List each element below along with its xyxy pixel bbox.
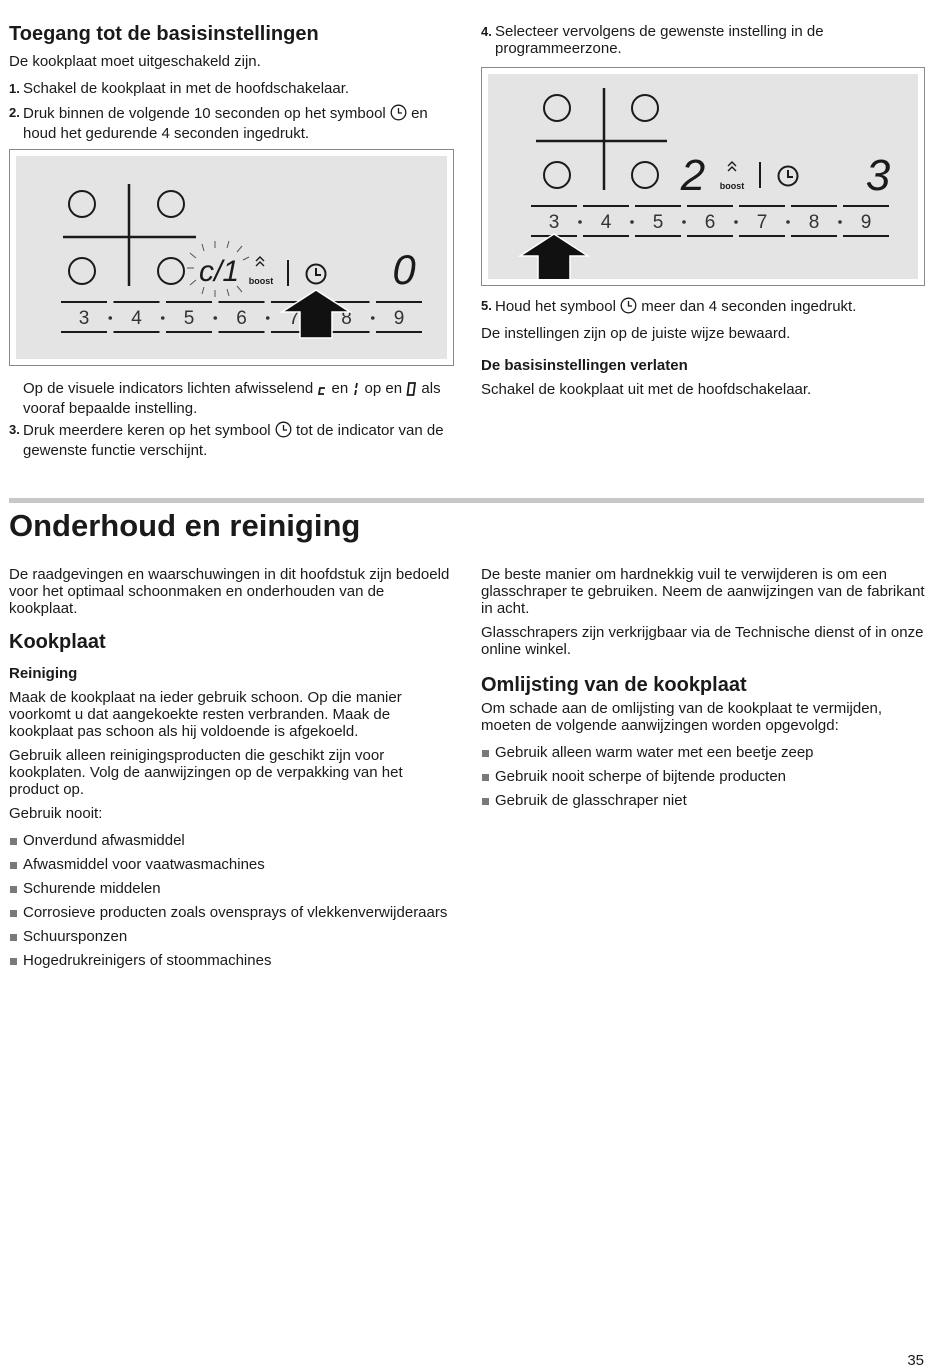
step-text-after: meer dan 4 seconden ingedrukt. <box>637 298 857 315</box>
clock-icon <box>779 167 798 186</box>
step-number: 5. <box>481 298 492 313</box>
indicator-text-part: Op de visuele indicators lichten afwisselend <box>23 380 318 397</box>
scale-dot <box>213 316 217 320</box>
scale-label: 8 <box>808 212 820 233</box>
list-item: Gebruik alleen warm water met een beetje zeep <box>481 744 926 761</box>
zone-indicator-icon <box>544 95 570 121</box>
scale-dot <box>630 220 634 224</box>
clock-icon <box>275 421 292 442</box>
arrow-up-icon <box>520 234 588 279</box>
power-scale <box>531 206 889 236</box>
segment-0-icon <box>406 382 417 400</box>
chapter-title: Onderhoud en reiniging <box>9 508 361 543</box>
chapter-heading <box>9 508 609 544</box>
scale-dot <box>734 220 738 224</box>
step-number: 3. <box>9 422 20 437</box>
frame-list <box>481 744 926 809</box>
scale-label: 6 <box>704 212 716 233</box>
step-text-before: Houd het symbool <box>495 298 621 315</box>
indicator-text <box>23 380 453 417</box>
step-text-after: tot de indicator van de gewenste functie verschijnt. <box>23 422 444 459</box>
scale-label: 7 <box>288 308 300 329</box>
list-item: Hogedrukreinigers of stoommachines <box>9 952 454 969</box>
zone-indicator-icon <box>158 191 184 217</box>
step-2 <box>9 104 454 142</box>
saved-text: De instellingen zijn op de juiste wijze bewaard. <box>481 325 791 342</box>
list-item: Gebruik de glasschraper niet <box>481 792 926 809</box>
boost-label: boost <box>248 276 274 286</box>
scale-label: 9 <box>393 308 405 329</box>
zone-indicator-icon <box>69 258 95 284</box>
indicator-text-part: en <box>327 380 353 397</box>
indicator-text-part: als vooraf bepaalde instelling. <box>23 380 441 417</box>
list-item: Gebruik nooit scherpe of bijtende producten <box>481 768 926 785</box>
paragraph: Maak de kookplaat na ieder gebruik schoon. Op die manier voorkomt u dat aangekoekte resten verbranden. Maak de kookplaat pas schoon als hij voldoende is afgekoeld. <box>9 689 402 740</box>
scale-dot <box>786 220 790 224</box>
page-number: 35 <box>907 1352 924 1369</box>
step-number: 4. <box>481 24 492 39</box>
scale-dot <box>266 316 270 320</box>
clock-icon <box>620 297 637 318</box>
indicator-text-part: op en <box>360 380 407 397</box>
step-4 <box>481 23 926 57</box>
paragraph: De beste manier om hardnekkig vuil te verwijderen is om een glasschraper te gebruiken. Neem de aanwijzingen van de fabrikant in acht. <box>481 566 925 617</box>
scale-dot <box>371 316 375 320</box>
list-item: Schurende middelen <box>9 880 454 897</box>
boost-label: boost <box>719 181 745 191</box>
step-3 <box>9 421 454 459</box>
zone-indicator-icon <box>632 162 658 188</box>
step-5 <box>481 297 926 318</box>
display-right: 3 <box>865 151 891 200</box>
cooktop-panel <box>16 156 447 359</box>
scale-label: 4 <box>131 308 142 329</box>
cooktop-figure-1 <box>9 149 454 366</box>
scale-dot <box>682 220 686 224</box>
step-text: Schakel de kookplaat in met de hoofdschakelaar. <box>23 80 350 97</box>
step-text: Selecteer vervolgens de gewenste instelling in de programmeerzone. <box>495 23 824 57</box>
scale-label: 6 <box>236 308 247 329</box>
step-text-before: Druk binnen de volgende 10 seconden op het symbool <box>23 105 390 122</box>
step-1 <box>9 80 454 97</box>
list-item: Onverdund afwasmiddel <box>9 832 454 849</box>
step-text-before: Druk meerdere keren op het symbool <box>23 422 275 439</box>
paragraph: Gebruik alleen reinigingsproducten die geschikt zijn voor kookplaten. Volg de aanwijzingen op de verpakking van het product op. <box>9 747 403 798</box>
scale-label: 9 <box>860 212 872 233</box>
boost-chevron-icon <box>256 257 264 266</box>
list-item: Corrosieve producten zoals ovensprays of vlekkenverwijderaars <box>9 904 454 921</box>
scale-dot <box>161 316 165 320</box>
section-divider <box>9 498 924 503</box>
clock-icon <box>390 104 407 125</box>
list-item: Afwasmiddel voor vaatwasmachines <box>9 856 454 873</box>
step-text-after: en houd het gedurende 4 seconden ingedrukt. <box>23 105 428 142</box>
segment-c-icon <box>317 382 327 400</box>
boost-chevron-icon <box>728 162 736 171</box>
paragraph: Om schade aan de omlijsting van de kookplaat te vermijden, moeten de volgende aanwijzingen worden opgevolgd: <box>481 700 883 734</box>
chapter-intro: De raadgevingen en waarschuwingen in dit hoofdstuk zijn bedoeld voor het optimaal schoonmaken en onderhouden van de kookplaat. <box>9 566 450 617</box>
maintenance-left <box>9 566 454 976</box>
maintenance-right <box>481 566 926 816</box>
section-title: Toegang tot de basisinstellingen <box>9 23 319 45</box>
paragraph: Gebruik nooit: <box>9 805 103 822</box>
step-number: 1. <box>9 81 20 96</box>
scale-label: 5 <box>652 212 664 233</box>
step-number: 2. <box>9 105 20 120</box>
scale-dot <box>838 220 842 224</box>
scale-label: 5 <box>183 308 195 329</box>
paragraph: Glasschrapers zijn verkrijgbaar via de Technische dienst of in onze online winkel. <box>481 624 924 658</box>
scale-label: 4 <box>600 212 612 233</box>
scale-dot <box>578 220 582 224</box>
display-left: c/1 <box>198 255 240 288</box>
section-basic-settings-left <box>9 22 454 142</box>
cooktop-panel <box>488 74 918 279</box>
list-item: Schuursponzen <box>9 928 454 945</box>
leave-text: Schakel de kookplaat uit met de hoofdschakelaar. <box>481 381 812 398</box>
power-scale <box>61 302 422 332</box>
scale-label: 7 <box>756 212 768 233</box>
display-left: 2 <box>680 151 706 200</box>
kookplaat-title: Kookplaat <box>9 631 106 653</box>
clock-icon <box>307 265 326 284</box>
leave-title: De basisinstellingen verlaten <box>481 357 688 374</box>
zone-indicator-icon <box>69 191 95 217</box>
never-use-list <box>9 832 454 969</box>
frame-title: Omlijsting van de kookplaat <box>481 674 747 696</box>
cooktop-figure-2 <box>481 67 925 286</box>
reiniging-title: Reiniging <box>9 665 78 682</box>
zone-indicator-icon <box>632 95 658 121</box>
scale-label: 3 <box>78 308 90 329</box>
scale-label: 8 <box>341 308 352 329</box>
display-right: 0 <box>392 246 416 293</box>
scale-dot <box>108 316 112 320</box>
zone-indicator-icon <box>158 258 184 284</box>
zone-indicator-icon <box>544 162 570 188</box>
scale-label: 3 <box>548 212 560 233</box>
intro-text: De kookplaat moet uitgeschakeld zijn. <box>9 53 261 70</box>
section-basic-settings-right <box>481 297 926 398</box>
